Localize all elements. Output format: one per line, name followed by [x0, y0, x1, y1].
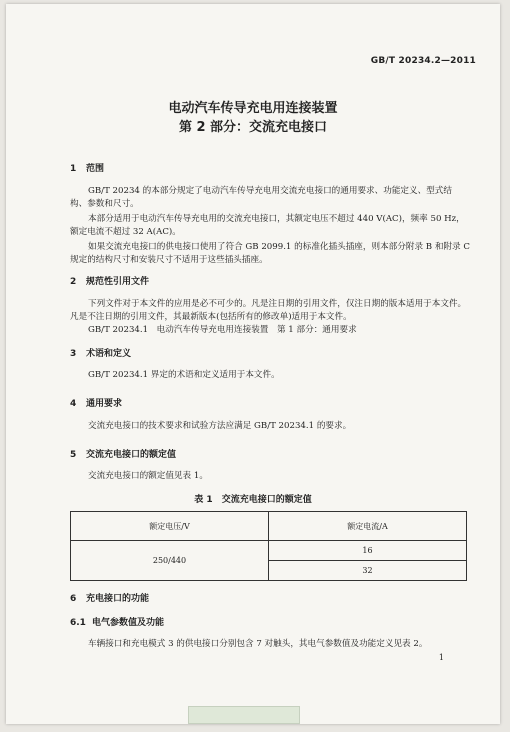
paragraph: 车辆接口和充电模式 3 的供电接口分别包含 7 对触头，其电气参数值及功能定义见表 2。: [88, 639, 428, 649]
cell-current: 16: [269, 541, 467, 561]
rating-table: [70, 511, 467, 581]
section-heading-4: 4 通用要求: [70, 399, 123, 409]
section-heading-1: 1 范围: [70, 164, 105, 174]
paragraph: 交流充电接口的额定值见表 1。: [88, 471, 208, 481]
document-subtitle: 第 2 部分：交流充电接口: [178, 120, 328, 135]
paragraph: 交流充电接口的技术要求和试验方法应满足 GB/T 20234.1 的要求。: [88, 421, 352, 431]
cell-current: 32: [269, 561, 467, 581]
section-heading-6: 6 充电接口的功能: [70, 594, 150, 604]
document-title: 电动汽车传导充电用连接装置: [168, 101, 338, 116]
document-page: [6, 4, 500, 724]
section-heading-3: 3 术语和定义: [70, 349, 132, 359]
standard-number: GB/T 20234.2—2011: [370, 56, 476, 66]
header-rated-voltage: 额定电压/V: [71, 512, 269, 541]
cell-voltage: 250/440: [71, 541, 269, 581]
section-heading-6-1: 6.1 电气参数值及功能: [70, 618, 165, 628]
scan-tab-strip: [188, 706, 300, 724]
paragraph: 如果交流充电接口的供电接口使用了符合 GB 2099.1 的标准化插头插座，则本部分附录 B 和附录 C 规定的结构尺寸和安装尺寸不适用于这些插头插座。: [70, 242, 470, 265]
paragraph: 下列文件对于本文件的应用是必不可少的。凡是注日期的引用文件，仅注日期的版本适用于本文件。 凡是不注日期的引用文件，其最新版本(包括所有的修改单)适用于本文件。: [70, 299, 467, 322]
paragraph: GB/T 20234.1 电动汽车传导充电用连接装置 第 1 部分：通用要求: [88, 325, 357, 335]
section-heading-2: 2 规范性引用文件: [70, 277, 150, 287]
header-rated-current: 额定电流/A: [269, 512, 467, 541]
section-heading-5: 5 交流充电接口的额定值: [70, 450, 177, 460]
table-row: [71, 541, 467, 561]
table-caption: 表 1 交流充电接口的额定值: [194, 495, 312, 505]
paragraph: GB/T 20234.1 界定的术语和定义适用于本文件。: [88, 370, 280, 380]
paragraph: GB/T 20234 的本部分规定了电动汽车传导充电用交流充电接口的通用要求、功能定义、型式结 构、参数和尺寸。: [70, 186, 452, 209]
page-number: 1: [438, 653, 444, 662]
table-header-row: [71, 512, 467, 541]
paragraph: 本部分适用于电动汽车传导充电用的交流充电接口，其额定电压不超过 440 V(AC)，频率 50 Hz， 额定电流不超过 32 A(AC)。: [70, 214, 465, 237]
